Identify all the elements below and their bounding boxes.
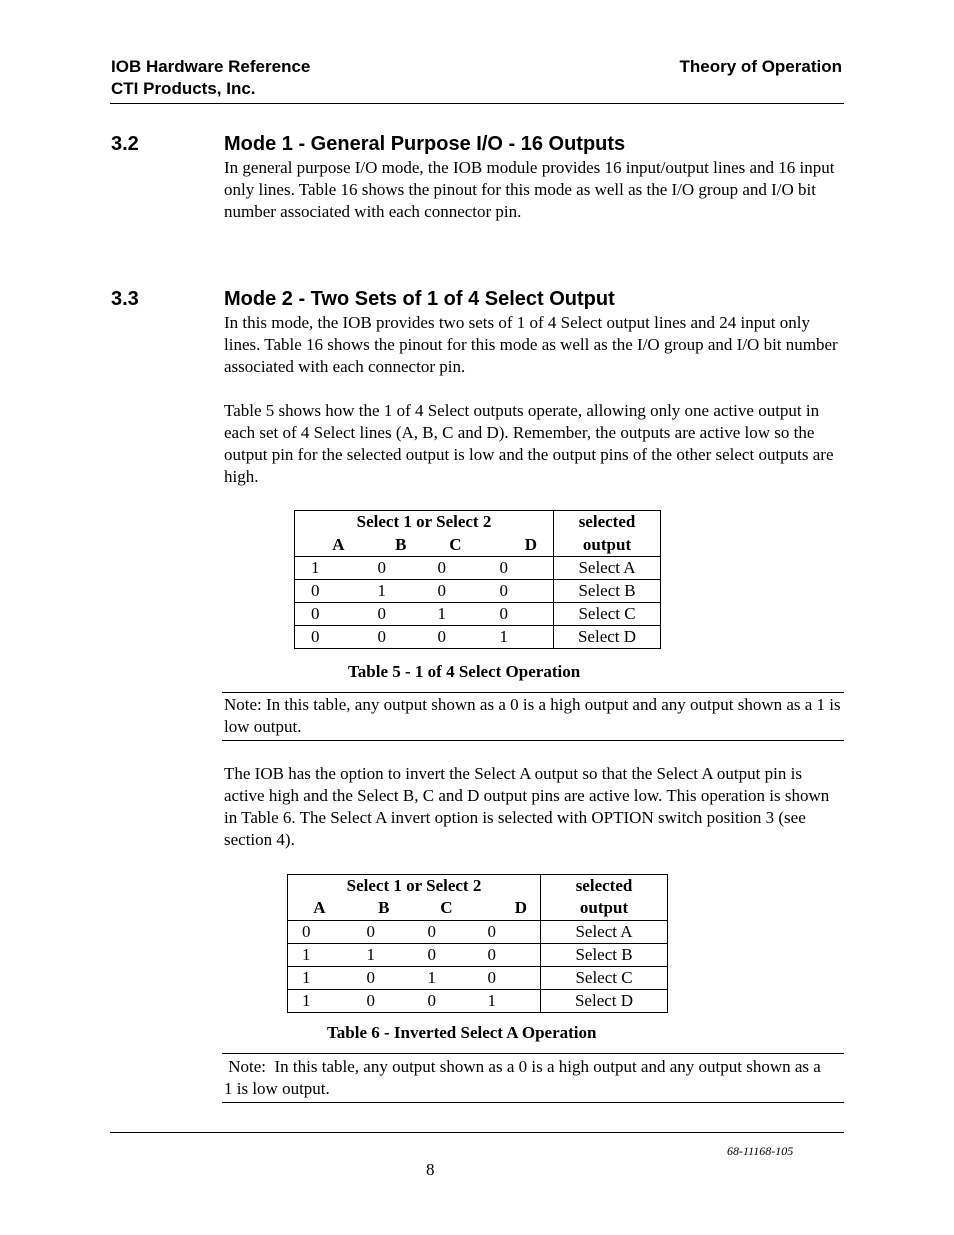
cell-c: 0 (411, 989, 473, 1012)
header-company: CTI Products, Inc. (111, 79, 256, 98)
cell-d: 1 (477, 626, 554, 649)
note-rule-top (222, 692, 844, 693)
table-row (288, 989, 668, 1012)
cell-a: 0 (288, 920, 348, 943)
section-number: 3.3 (111, 288, 139, 310)
table-row (295, 626, 661, 649)
cell-output: Select D (541, 989, 668, 1012)
table-row (295, 603, 661, 626)
cell-b: 0 (348, 989, 411, 1012)
cell-a: 0 (295, 626, 355, 649)
column-header-b: B (355, 534, 415, 557)
section-number: 3.2 (111, 133, 139, 155)
select-table (294, 510, 661, 649)
header-chapter: Theory of Operation (679, 57, 842, 76)
select-table (287, 874, 668, 1013)
section-title: Mode 1 - General Purpose I/O - 16 Outputs (224, 133, 626, 155)
page-number: 8 (426, 1160, 435, 1179)
note-rule-top (222, 1053, 844, 1054)
cell-b: 0 (348, 920, 411, 943)
cell-d: 0 (473, 943, 541, 966)
cell-c: 0 (415, 626, 477, 649)
cell-c: 1 (415, 603, 477, 626)
cell-output: Select D (554, 626, 661, 649)
output-header: output (541, 897, 668, 920)
section-paragraph: Table 5 shows how the 1 of 4 Select outputs operate, allowing only one active output in each set of 4 Select lines (A, B, C and D). Remember, the outputs are active low so the output pin for the selected output is low and the output pins of the other select outputs are high. (224, 401, 834, 486)
cell-output: Select B (554, 580, 661, 603)
table-caption: Table 6 - Inverted Select A Operation (327, 1023, 597, 1042)
column-header-c: C (411, 897, 473, 920)
column-header-b: B (348, 897, 411, 920)
cell-a: 1 (288, 943, 348, 966)
table-caption: Table 5 - 1 of 4 Select Operation (348, 662, 581, 681)
cell-b: 0 (355, 603, 415, 626)
note-rule-bottom (222, 740, 844, 741)
footer-rule (110, 1132, 844, 1133)
cell-a: 0 (295, 580, 355, 603)
cell-a: 1 (288, 966, 348, 989)
column-header-d: D (473, 897, 541, 920)
table-row (288, 920, 668, 943)
table-row (288, 943, 668, 966)
cell-b: 1 (355, 580, 415, 603)
table-row (295, 557, 661, 580)
table-note: Note: In this table, any output shown as a 0 is a high output and any output shown as a 1 is low output. (224, 695, 841, 736)
cell-b: 0 (348, 966, 411, 989)
cell-d: 0 (477, 580, 554, 603)
cell-output: Select A (541, 920, 668, 943)
cell-output: Select C (541, 966, 668, 989)
cell-a: 0 (295, 603, 355, 626)
section-paragraph: The IOB has the option to invert the Select A output so that the Select A output pin is active high and the Select B, C and D output pins are active low. This operation is shown in Table 6. The Select A invert option is selected with OPTION switch position 3 (see section 4). (224, 764, 830, 849)
cell-d: 0 (473, 920, 541, 943)
group-header: Select 1 or Select 2 (288, 875, 541, 898)
section-paragraph: In general purpose I/O mode, the IOB module provides 16 input/output lines and 16 input only lines. Table 16 shows the pinout for this mode as well as the I/O group and I/O bit number associated with each connector pin. (224, 158, 835, 221)
output-header: output (554, 534, 661, 557)
cell-d: 0 (473, 966, 541, 989)
column-header-c: C (415, 534, 477, 557)
cell-output: Select A (554, 557, 661, 580)
table-row (295, 580, 661, 603)
cell-c: 0 (415, 557, 477, 580)
cell-b: 0 (355, 557, 415, 580)
cell-output: Select B (541, 943, 668, 966)
column-header-d: D (477, 534, 554, 557)
column-header-a: A (288, 897, 348, 920)
output-header: selected (554, 511, 661, 534)
cell-b: 1 (348, 943, 411, 966)
cell-d: 0 (477, 557, 554, 580)
group-header: Select 1 or Select 2 (295, 511, 554, 534)
cell-b: 0 (355, 626, 415, 649)
cell-c: 1 (411, 966, 473, 989)
header-rule (110, 103, 844, 104)
cell-c: 0 (411, 920, 473, 943)
note-rule-bottom (222, 1102, 844, 1103)
cell-c: 0 (415, 580, 477, 603)
cell-output: Select C (554, 603, 661, 626)
cell-a: 1 (288, 989, 348, 1012)
output-header: selected (541, 875, 668, 898)
document-number: 68-11168-105 (727, 1144, 794, 1158)
header-title: IOB Hardware Reference (111, 57, 311, 76)
section-title: Mode 2 - Two Sets of 1 of 4 Select Output (224, 288, 615, 310)
cell-c: 0 (411, 943, 473, 966)
table-note: Note: In this table, any output shown as a 0 is a high output and any output shown as a 1 is low output. (224, 1057, 826, 1098)
section-paragraph: In this mode, the IOB provides two sets of 1 of 4 Select output lines and 24 input only lines. Table 16 shows the pinout for this mode as well as the I/O group and I/O bit number associated with each connector pin. (224, 313, 838, 376)
cell-d: 1 (473, 989, 541, 1012)
cell-d: 0 (477, 603, 554, 626)
table-row (288, 966, 668, 989)
column-header-a: A (295, 534, 355, 557)
cell-a: 1 (295, 557, 355, 580)
